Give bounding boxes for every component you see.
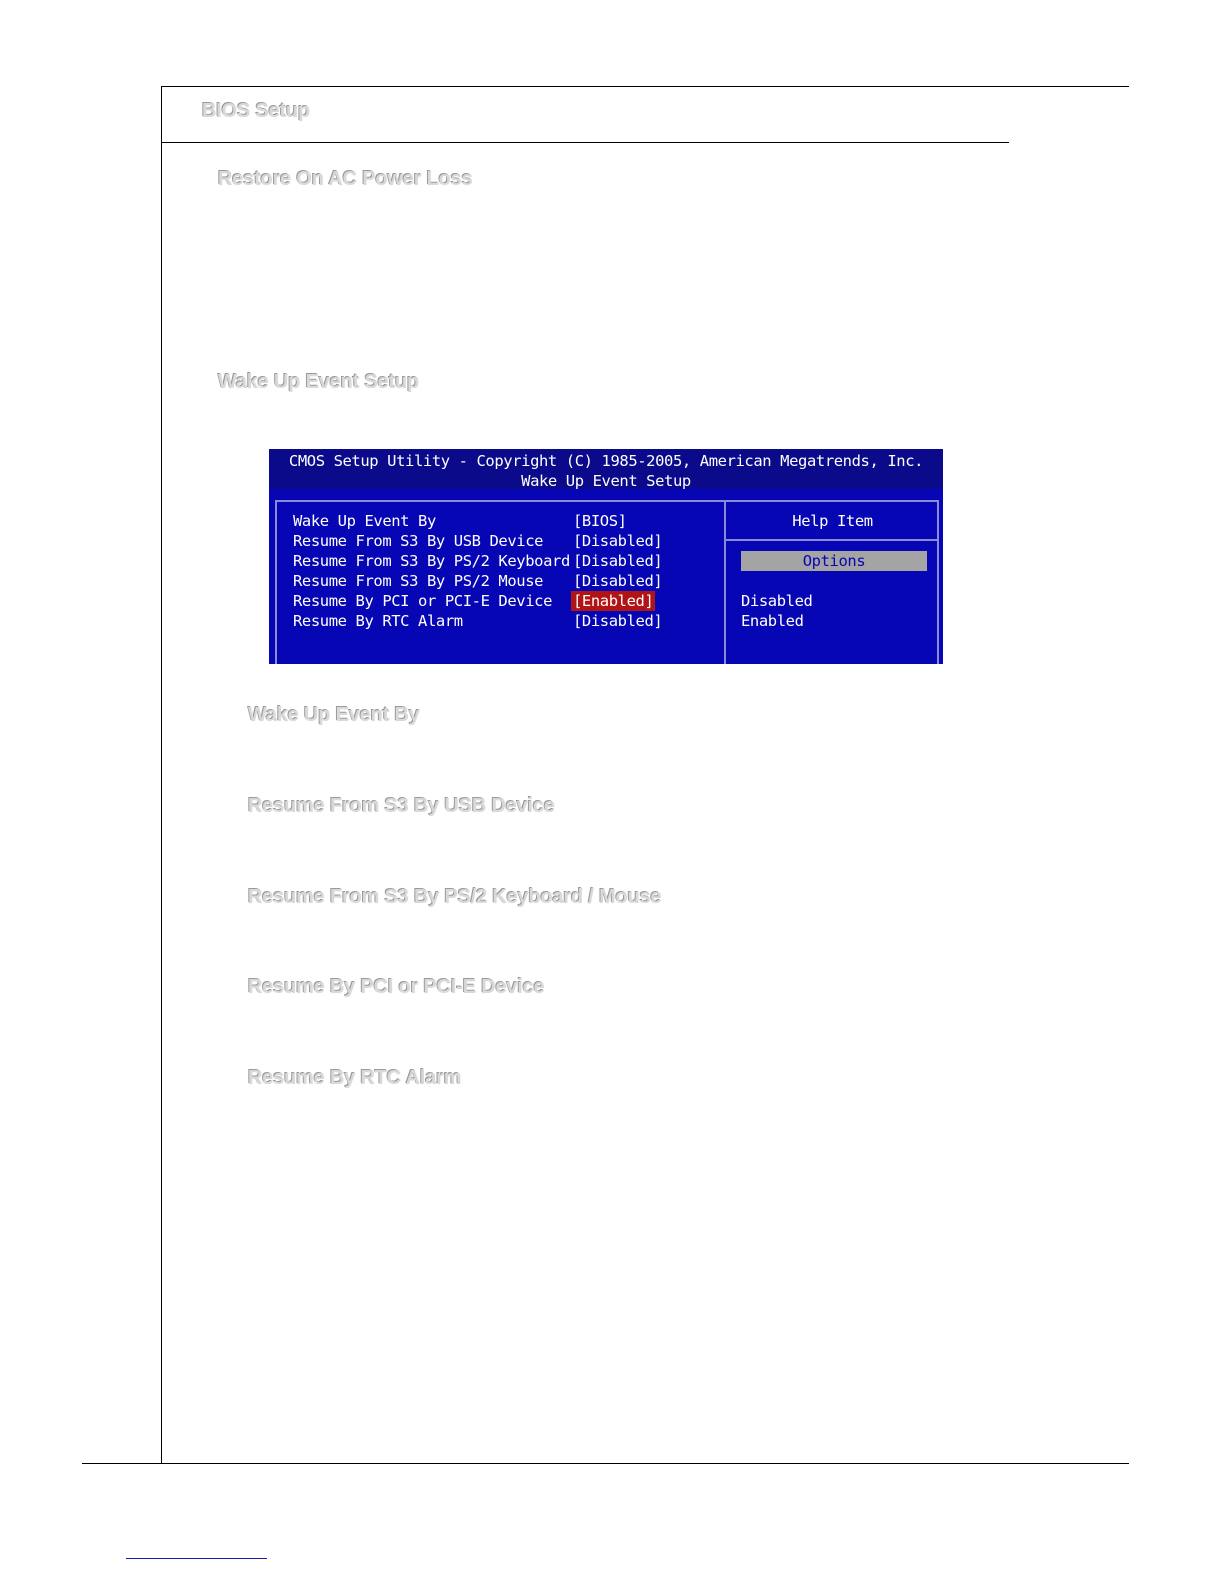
section-heading-restore: Restore On AC Power Loss — [218, 168, 473, 190]
bios-row-label: Resume From S3 By USB Device — [293, 532, 544, 550]
options-header: Options — [741, 551, 927, 571]
bios-screen — [269, 449, 943, 664]
item-heading-resume-ps2: Resume From S3 By PS/2 Keyboard / Mouse — [248, 886, 662, 908]
bios-screen-title: Wake Up Event Setup — [521, 472, 691, 490]
footer-rule — [126, 1558, 267, 1559]
help-divider — [726, 539, 939, 541]
bios-row-resume-usb[interactable] — [293, 531, 713, 551]
page-header-title: BIOS Setup — [202, 100, 311, 122]
bios-row-resume-ps2-mouse[interactable] — [293, 571, 713, 591]
option-enabled[interactable]: Enabled — [741, 612, 804, 630]
bios-row-wake-up-event-by[interactable] — [293, 511, 713, 531]
bios-title-bar — [269, 449, 943, 489]
page-top-rule — [161, 86, 1129, 87]
item-heading-resume-usb: Resume From S3 By USB Device — [248, 795, 555, 817]
item-heading-wake-up-event-by: Wake Up Event By — [248, 704, 420, 726]
page-left-rule — [161, 86, 162, 1464]
bios-row-value[interactable]: [Disabled] — [573, 532, 663, 550]
bios-row-label: Resume From S3 By PS/2 Keyboard — [293, 552, 570, 570]
bios-row-label: Resume By RTC Alarm — [293, 612, 463, 630]
section-heading-wake-up: Wake Up Event Setup — [218, 371, 420, 393]
bios-row-value[interactable]: [Disabled] — [573, 572, 663, 590]
bios-row-label: Wake Up Event By — [293, 512, 436, 530]
bios-row-label: Resume From S3 By PS/2 Mouse — [293, 572, 544, 590]
item-heading-resume-pci: Resume By PCI or PCI-E Device — [248, 976, 545, 998]
bios-copyright-line: CMOS Setup Utility - Copyright (C) 1985-2005, American Megatrends, Inc. — [288, 452, 924, 470]
help-item-title: Help Item — [792, 512, 873, 530]
bios-row-value[interactable]: [Disabled] — [573, 612, 663, 630]
bios-row-value[interactable]: [Disabled] — [573, 552, 663, 570]
bios-row-resume-pci[interactable] — [293, 591, 713, 611]
option-disabled[interactable]: Disabled — [741, 592, 813, 610]
bios-row-resume-ps2-keyboard[interactable] — [293, 551, 713, 571]
item-heading-resume-rtc: Resume By RTC Alarm — [248, 1067, 462, 1089]
bios-row-value-selected[interactable]: [Enabled] — [573, 592, 654, 610]
bios-row-label: Resume By PCI or PCI-E Device — [293, 592, 553, 610]
page-bottom-rule — [82, 1463, 1129, 1464]
bios-row-resume-rtc[interactable] — [293, 611, 713, 631]
bios-row-value[interactable]: [BIOS] — [573, 512, 627, 530]
header-rule — [161, 142, 1009, 143]
